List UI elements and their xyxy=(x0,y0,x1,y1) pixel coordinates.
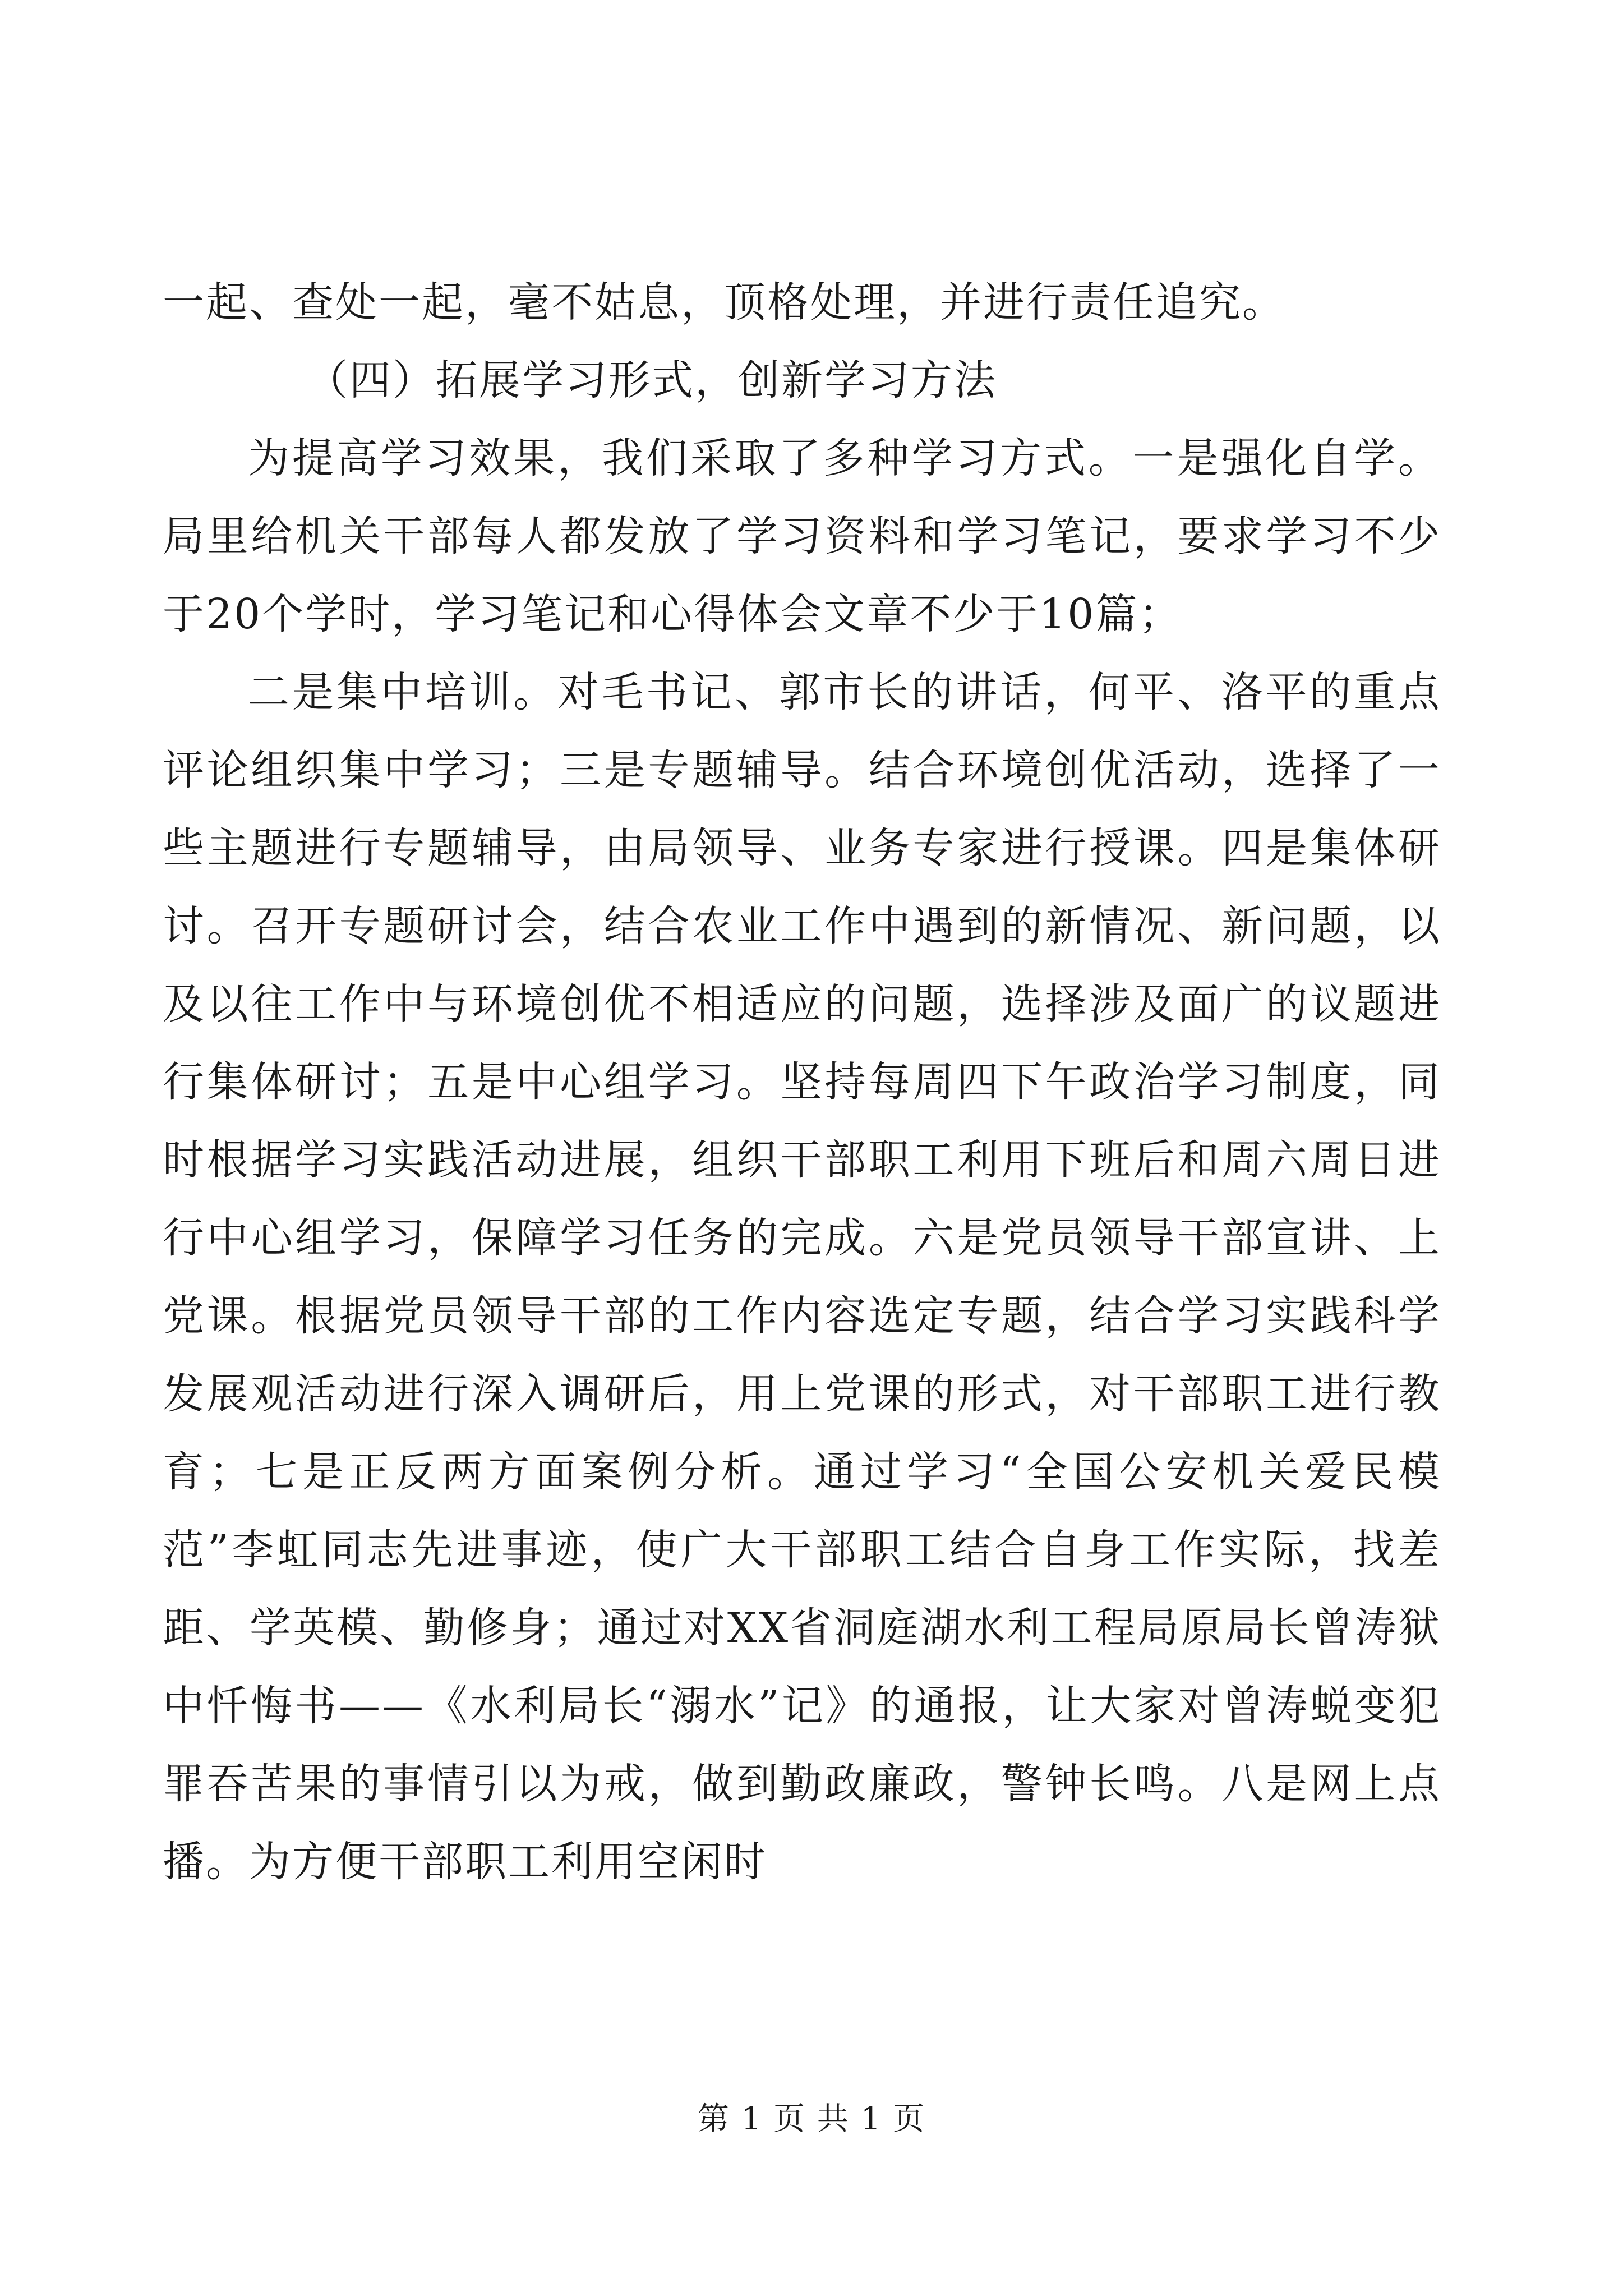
section-heading: （四）拓展学习形式，创新学习方法 xyxy=(306,356,997,404)
paragraph-continuation: 一起、查处一起，毫不姑息，顶格处理，并进行责任追究。 xyxy=(163,278,1285,326)
paragraph-training-methods: 二是集中培训。对毛书记、郭市长的讲话，何平、洛平的重点评论组织集中学习；三是专题辅导。结合环境创优活动，选择了一些主题进行专题辅导，由局领导、业务专家进行授课。四是集体研讨。召开专题研讨会，结合农业工作中遇到的新情况、新问题，以及以往工作中与环境创优不相适应的问题，选择涉及面广的议题进行集体研讨；五是中心组学习。坚持每周四下午政治学习制度，同时根据学习实践活动进展，组织干部职工利用下班后和周六周日进行中心组学习，保障学习任务的完成。六是党员领导干部宣讲、上党课。根据党员领导干部的工作内容选定专题，结合学习实践科学发展观活动进行深入调研后，用上党课的形式，对干部职工进行教育；七是正反两方面案例分析。通过学习“全国公安机关爱民模范”李虹同志先进事迹，使广大干部职工结合自身工作实际，找差距、学英模、勤修身；通过对XX省洞庭湖水利工程局原局长曾涛狱中忏悔书——《水利局长“溺水”记》的通报，让大家对曾涛蜕变犯罪吞苦果的事情引以为戒，做到勤政廉政，警钟长鸣。八是网上点播。为方便干部职工利用空闲时 xyxy=(163,668,1441,1886)
page-number-footer: 第 1 页 共 1 页 xyxy=(697,2101,926,2137)
document-body xyxy=(163,264,1441,1901)
paragraph-self-study: 为提高学习效果，我们采取了多种学习方式。一是强化自学。局里给机关干部每人都发放了学习资料和学习笔记，要求学习不少于20个学时，学习笔记和心得体会文章不少于10篇； xyxy=(163,434,1441,638)
